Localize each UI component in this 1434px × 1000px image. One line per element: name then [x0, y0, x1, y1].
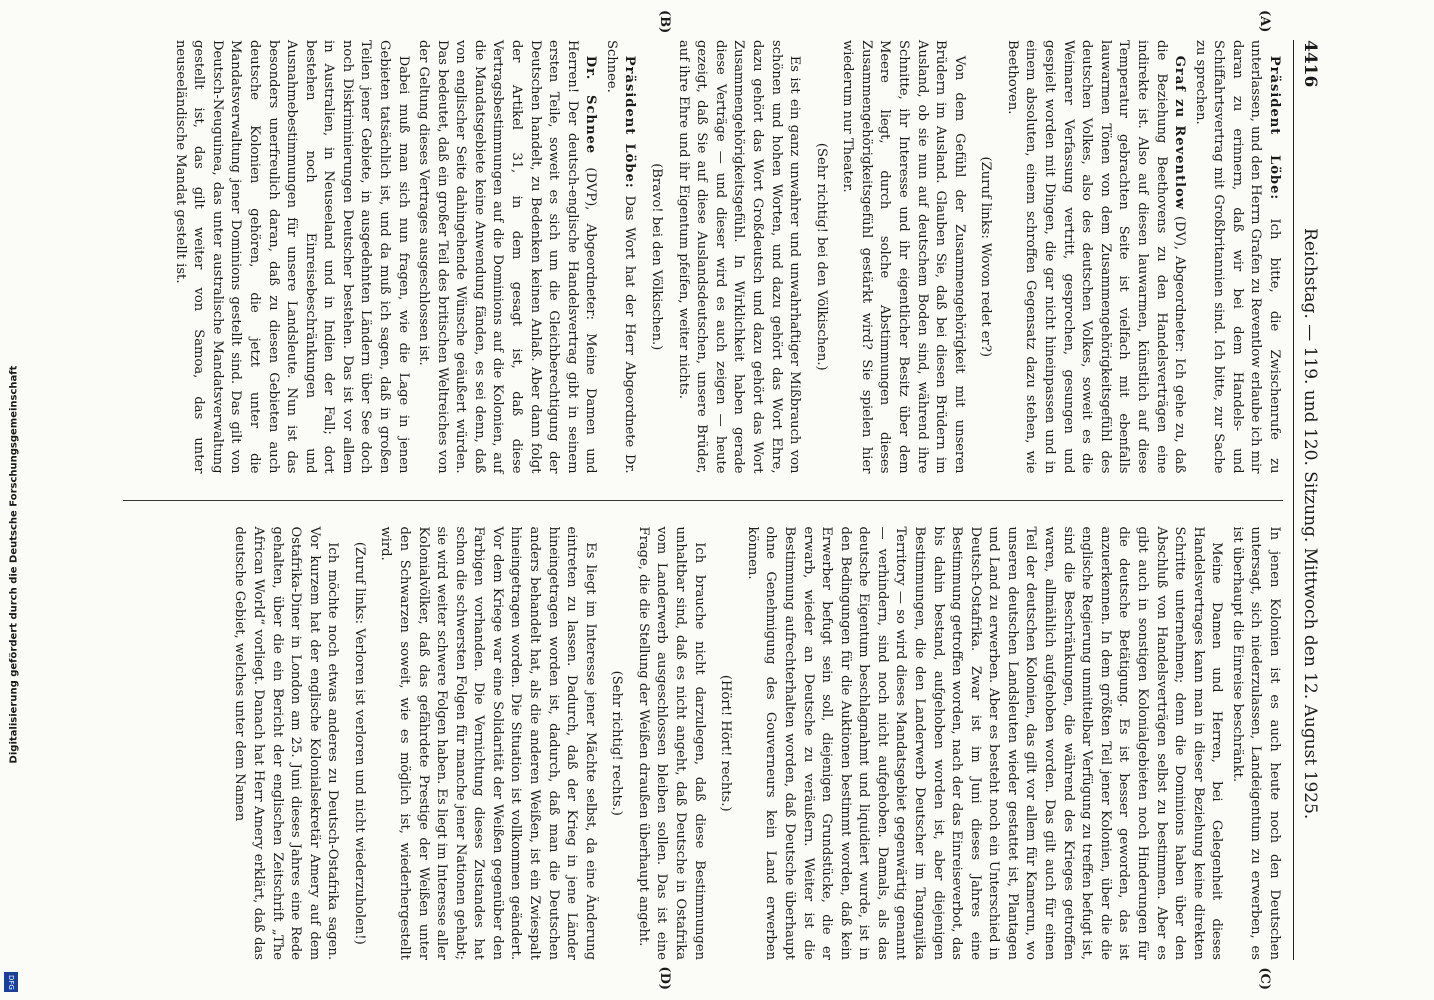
- paragraph-text: (DVP), Abgeordneter: Meine Damen und Herren! Der deutsch-englische Handelsvertrag gibt in seinem ersten Teile, soweit es sich um die Gleichberechtigung der Deutschen handelt, zu Bedenken keinen Anlaß. Aber dann folgt der Artikel 31, in dem gesagt ist, daß diese Vertragsbestimmungen auf die Dominions auf die Kolonien, auf die Mandatsgebiete keine Anwendung fänden, es sei denn, daß von englischer Seite dahingehende Wünsche geäußert würden. Das bedeutet, daß ein großer Teil des britischen Weltreiches von der Geltung dieses Vertrages ausgeschlossen ist.: [416, 40, 599, 474]
- credit-text: Digitalisierung gefördert durch die Deutsche Forschungsgemeinschaft: [8, 365, 20, 764]
- paragraph-text: Von dem Gefühl der Zusammengehörigkeit mit unseren Brüdern im Ausland. Glauben Sie, daß bei diesen Brüdern im Ausland, ob sie nun auf deutschem Boden sind, während ihre Schnitte, ihr Interesse und ihr eigentlicher Besitz über dem Meere liegt, durch solche Abstimmungen dieses Zusammengehörigkeitsgefühl gestärkt wird? Sie spielen hier wiederum nur Theater.: [840, 40, 967, 474]
- paragraph-text: (Bravo! bei den Völkischen.): [649, 163, 665, 351]
- speaker-name: Dr. Schnee: [583, 55, 599, 155]
- document-sheet: [60, 0, 1334, 1000]
- paragraph-text: Das Wort hat der Herr Abgeordnete Dr. Schnee.: [603, 40, 638, 474]
- text-columns: [123, 10, 1283, 990]
- paragraph: [838, 40, 968, 474]
- margin-marker-d: (D): [657, 966, 672, 990]
- paragraph: [673, 40, 803, 474]
- speaker-name: Präsident Löbe:: [1267, 55, 1282, 201]
- running-title: Reichstag. — 119. und 120. Sitzung. Mittwoch den 12. August 1925.: [1300, 228, 1320, 820]
- left-column: [123, 10, 1283, 474]
- column-divider: [123, 500, 1283, 501]
- paragraph: [1190, 40, 1283, 474]
- paragraph: [230, 527, 341, 961]
- paragraph: [1002, 40, 1188, 474]
- digitization-credit: [0, 0, 24, 1000]
- interjection: [349, 527, 368, 961]
- paragraph-text: (DV), Abgeordneter: Ich gehe zu, daß die Beziehung Beethovens zu den Handelsverträgen eine indirekte ist. Also auf diesen lauwarmen, künstlich auf diese Temperatur gebrachten Seite ist vielfach mit ebenfalls lauwarmen Tönen von dem Zusammengehörigkeitsgefühl des deutschen Volkes, also des deutschen Volkes, soweit es die Weimarer Verfassung vertritt, gesprochen, gesungen und gespielt worden mit Dingen, die gar nicht hineinpassen und in einem absoluten, einem schroffen Gegensatz dazu stehen, wie Beethoven.: [1004, 40, 1188, 474]
- paragraph: [1227, 527, 1283, 961]
- paragraph-text: (Sehr richtig! rechts.): [609, 670, 625, 816]
- paragraph: [414, 40, 600, 474]
- paragraph-text: (Hört! Hört! rechts.): [718, 674, 734, 812]
- margin-marker-b: (B): [657, 10, 672, 34]
- paragraph: [601, 40, 638, 474]
- interjection: [976, 40, 995, 474]
- paragraph-text: Ich brauche nicht darzulegen, daß diese Bestimmungen unhaltbar sind, daß es nicht angeht, daß Deutsche in Ostafrika vom Landerwerb ausgeschlossen bleiben sollen. Das ist eine Frage, die die Stellung der Weißen draußen überhaupt angeht.: [635, 526, 707, 960]
- interjection: [607, 527, 626, 961]
- paragraph-text: Dabei muß man sich nun fragen, wie die Lage in jenen Gebieten tatsächlich ist, und da muß ich sagen, daß in großen Teilen jener Gebiete, in ausgedehnten Ländern über See doch noch Diskriminierungen Deutscher bestehen. Das ist vor allem in Australien, in Neuseeland und in Indien der Fall; dort bestehen noch Einreisebeschränkungen und Ausnahmebestimmungen für unsere Landsleute. Nun ist das besonders unerfreulich daran, daß zu diesen Gebieten auch deutsche Kolonien gehören, die jetzt unter die Mandatsverwaltung jener Dominions gestellt sind. Das gilt von Deutsch-Neuguinea, das unter australische Mandatsverwaltung gestellt ist, das gilt weiter von Samoa, das unter neuseeländische Mandat gestellt ist.: [172, 40, 411, 474]
- paragraph: [170, 40, 412, 474]
- page-number: 4416: [1300, 40, 1320, 88]
- page-header: [1293, 40, 1320, 960]
- paragraph-text: (Sehr richtig! bei den Völkischen.): [813, 142, 829, 371]
- paragraph-text: Ich bitte, die Zwischenrufe zu unterlassen, und den Herrn Grafen zu Reventlow erlaube ich mir daran zu erinnern, daß wir bei dem Handels- und Schiffahrtsvertrag mit Großbritannien sind. Ich bitte, zur Sache zu sprechen.: [1192, 40, 1282, 474]
- paragraph: [376, 527, 599, 961]
- paragraph-text: In jenen Kolonien ist es auch heute noch den Deutschen untersagt, sich niederzulassen, Landeigentum zu erwerben, es ist überhaupt die Einreise beschränkt.: [1229, 526, 1282, 960]
- dfg-logo-icon: DFG: [4, 972, 18, 992]
- margin-marker-c: (C): [1257, 967, 1272, 990]
- speaker-name: Graf zu Reventlow: [1172, 55, 1188, 211]
- right-column: [123, 526, 1283, 990]
- paragraph-text: Es ist ein ganz unwahrer und unwahrhaftiger Mißbrauch von schönen und hohen Worten, und dazu gehört das Wort Ehre, dazu gehört das Wort Großdeutsch und dazu gehört das Wort Zusammengehörigkeitsgefühl. In Wirklichkeit haben gerade diese Verträge — und dieser wird es auch zeigen — heute gezeigt, daß Sie auf diese Auslandsdeutschen, unsere Brüder, auf ihre Ehre und ihr Eigentum pfeifen, weiter nichts.: [675, 40, 803, 474]
- speaker-name: Präsident Löbe:: [622, 55, 638, 189]
- interjection: [716, 527, 735, 961]
- paragraph-text: Ich möchte noch etwas anderes zu Deutsch-Ostafrika sagen. Vor kurzem hat der englische Kolonialsekretär Amery auf dem Ostafrika-Diner in London am 25. Juni dieses Jahres eine Rede gehalten, über die ein Bericht der englischen Zeitschrift „The African World“ vorliegt. Danach hat Herr Amery erklärt, daß das deutsche Gebiet, welches unter dem Namen: [232, 526, 341, 960]
- margin-marker-a: (A): [1257, 10, 1272, 33]
- paragraph: [633, 527, 707, 961]
- paragraph: [742, 527, 1225, 961]
- interjection: [647, 40, 666, 474]
- interjection: [811, 40, 830, 474]
- paragraph-text: Meine Damen und Herren, bei Gelegenheit dieses Handelsvertrages kann man in dieser Beziehung keine direkten Schritte unternehmen; denn die Dominions haben über den Abschluß von Handelsverträgen selbst zu bestimmen. Aber es gibt auch in sonstigen Kolonialgebieten noch Hinderungen für die deutsche Betätigung. Es ist besser geworden, das ist anzuerkennen. In dem größten Teil jener Kolonien, über die die englische Regierung unmittelbar Verfügung zu treffen befugt ist, sind die Beschränkungen, die während des Krieges getroffen waren, allmählich aufgehoben worden. Das gilt auch für einen Teil der deutschen Kolonien, das gilt vor allem für Kamerun, wo unseren deutschen Landsleuten wieder gestattet ist, Plantagen und Land zu erwerben. Aber es besteht noch ein Unterschied in Deutsch-Ostafrika. Zwar ist im Juni dieses Jahres eine Bestimmung getroffen worden, nach der das Einreiseverbot, das bis dahin bestand, aufgehoben worden ist, aber diejenigen Bestimmungen, die den Landerwerb Deutscher im Tanganjika Territory — so wird dieses Mandatsgebiet gegenwärtig genannt — verhindern, sind noch nicht aufgehoben. Damals, als das deutsche Eigentum beschlagnahmt und liquidiert wurde, ist in den Bedingungen für die Auktionen bestimmt worden, daß kein Erwerber befugt sein soll, diejenigen Grundstücke, die er erwarb, wieder an Deutsche zu veräußern. Weiter ist die Bestimmung aufrechterhalten worden, daß Deutsche überhaupt ohne Genehmigung des Gouverneurs kein Land erwerben können.: [744, 526, 1225, 960]
- paragraph-text: Es liegt im Interesse jener Mächte selbst, da eine Änderung eintreten zu lassen. Dadurch, daß der Krieg in jene Länder hineingetragen worden ist, dadurch, daß man die Deutschen anders behandelt hat, als die anderen Weißen, ist ein Zwiespalt hineingetragen worden. Die Situation ist vollkommen geändert. Vor dem Kriege war eine Solidarität der Weißen gegenüber den Farbigen vorhanden. Die Vernichtung dieses Zustandes hat schon die schwersten Folgen für manche jener Nationen gehabt; sie wird weiter schwere Folgen haben. Es liegt im Interesse aller Kolonialvölker, daß das gefährdete Prestige der Weißen unter den Schwarzen soweit, wie es möglich ist, wiederhergestellt wird.: [378, 526, 598, 960]
- paragraph-text: (Zuruf links: Verloren ist verloren und nicht wiederzuholen!): [351, 541, 367, 945]
- paragraph-text: (Zuruf links: Wovon redet er?): [978, 156, 994, 357]
